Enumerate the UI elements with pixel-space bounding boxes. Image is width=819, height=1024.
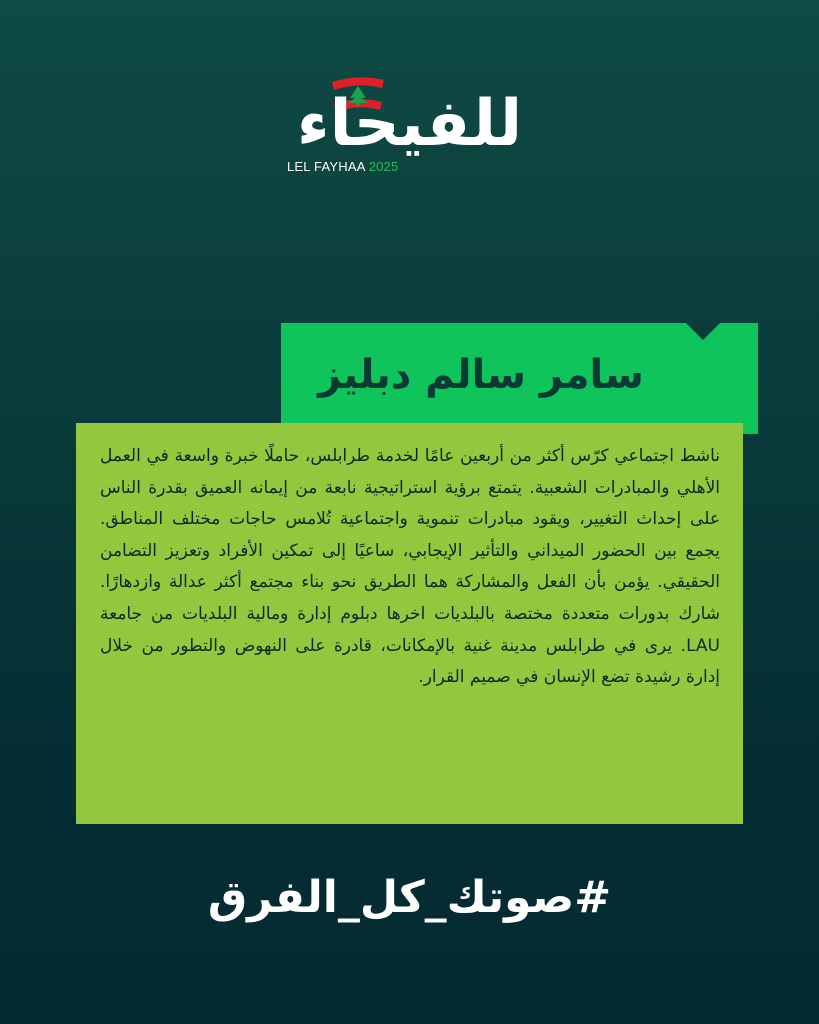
logo-arabic-wordmark: للفيحاء bbox=[296, 87, 523, 161]
logo-subtitle bbox=[287, 159, 398, 174]
logo-year: 2025 bbox=[368, 159, 399, 174]
candidate-name: سامر سالم دبليز bbox=[318, 352, 644, 398]
banner-notch bbox=[686, 323, 720, 340]
campaign-hashtag: #صوتك_كل_الفرق bbox=[207, 872, 612, 923]
candidate-bio: ناشط اجتماعي كرّس أكثر من أربعين عامًا لخدمة طرابلس، حاملًا خبرة واسعة في العمل الأهلي والمبادرات الشعبية. يتمتع برؤية استراتيجية نابعة من إيمانه العميق بقدرة الناس على إحداث التغيير، ويقود مبادرات تنموية واجتماعية تُلامس حاجات مختلف المناطق. يجمع بين الحضور الميداني والتأثير الإيجابي، ساعيًا إلى تمكين الأفراد وتعزيز التضامن الحقيقي. يؤمن بأن الفعل والمشاركة هما الطريق نحو بناء مجتمع أكثر عدالة وازدهارًا. شارك بدورات متعددة مختصة بالبلديات اخرها دبلوم إدارة ومالية البلديات من جامعة LAU. يرى في طرابلس مدينة غنية بالإمكانات، قادرة على النهوض والتطور من خلال إدارة رشيدة تضع الإنسان في صميم القرار. bbox=[100, 446, 720, 688]
logo-latin-name: LEL FAYHAA bbox=[287, 159, 365, 174]
campaign-logo bbox=[0, 70, 819, 190]
